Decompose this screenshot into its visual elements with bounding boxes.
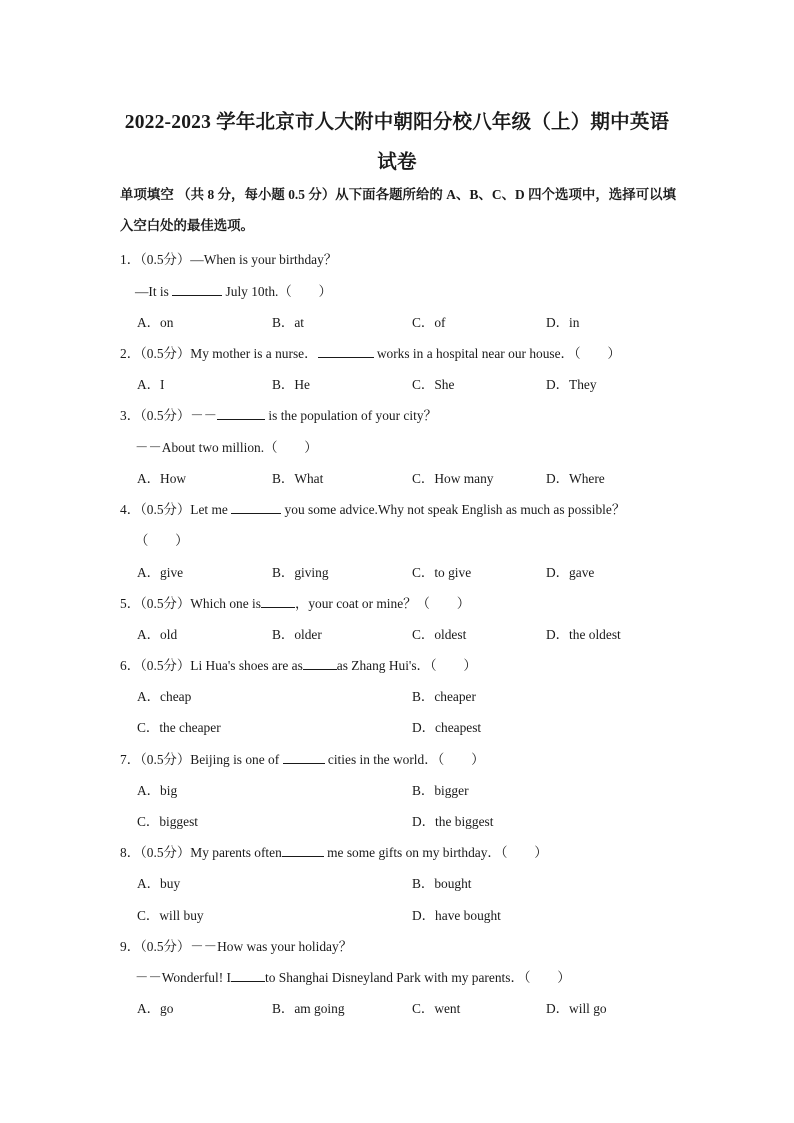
option-d: D．gave <box>546 565 595 580</box>
question-6: 6．（0.5分）Li Hua's shoes are as as Zhang Hui's．（ ） <box>120 658 477 673</box>
question-1: 1．（0.5分）—When is your birthday？ <box>120 252 338 267</box>
option-a: A．buy <box>137 876 181 891</box>
option-b: B．giving <box>272 565 329 580</box>
option-c: C．the cheaper <box>137 720 221 735</box>
option-d: D．will go <box>546 1001 607 1016</box>
question-3-answer-line: －－About two million.（ ） <box>135 440 318 455</box>
question-5: 5．（0.5分）Which one is ，your coat or mine？（ ） <box>120 596 471 611</box>
option-a: A．go <box>137 1001 174 1016</box>
option-b: B．He <box>272 377 310 392</box>
option-c: C．How many <box>412 471 494 486</box>
question-9: 9．（0.5分）－－How was your holiday？ <box>120 939 353 954</box>
option-d: D．They <box>546 377 597 392</box>
option-b: B．at <box>272 315 304 330</box>
option-b: B．older <box>272 627 322 642</box>
question-8: 8．（0.5分）My parents often me some gifts on my birthday．（ ） <box>120 845 548 860</box>
option-d: D．cheapest <box>412 720 482 735</box>
option-a: A．old <box>137 627 178 642</box>
answer-blank <box>172 284 222 296</box>
option-d: D．the biggest <box>412 814 494 829</box>
option-c: C．went <box>412 1001 461 1016</box>
option-d: D．in <box>546 315 580 330</box>
question-2: 2．（0.5分）My mother is a nurse． works in a hospital near our house．（ ） <box>120 346 621 361</box>
answer-blank <box>283 752 325 764</box>
option-c: C．She <box>412 377 455 392</box>
answer-blank <box>282 845 324 857</box>
question-4-paren: （ ） <box>135 533 189 548</box>
option-c: C．biggest <box>137 814 199 829</box>
question-1-answer-line: —It is July 10th.（ ） <box>135 284 332 299</box>
question-9-answer-line: －－Wonderful! I to Shanghai Disneyland Park with my parents．（ ） <box>135 970 571 985</box>
answer-blank <box>318 346 374 358</box>
exam-title: 2022-2023 学年北京市人大附中朝阳分校八年级（上）期中英语 <box>124 112 670 133</box>
option-c: C．will buy <box>137 908 204 923</box>
option-d: D．Where <box>546 471 605 486</box>
answer-blank <box>217 408 265 420</box>
answer-blank <box>231 502 281 514</box>
option-d: D．have bought <box>412 908 501 923</box>
answer-blank <box>303 658 337 670</box>
option-a: A．big <box>137 783 178 798</box>
option-a: A．I <box>137 377 165 392</box>
answer-blank <box>231 970 265 982</box>
answer-blank <box>261 596 295 608</box>
question-3: 3．（0.5分）－－ is the population of your city？ <box>120 408 437 423</box>
section-instructions: 单项填空 （共 8 分，每小题 0.5 分）从下面各题所给的 A、B、C、D 四个选项中，选择可以填入空白处的最佳选项。 <box>120 187 676 233</box>
option-b: B．bought <box>412 876 472 891</box>
option-a: A．cheap <box>137 689 192 704</box>
exam-title-cont: 试卷 <box>377 152 417 173</box>
option-a: A．on <box>137 315 174 330</box>
question-4: 4．（0.5分）Let me you some advice.Why not speak English as much as possible？ <box>120 502 626 517</box>
option-a: A．How <box>137 471 187 486</box>
option-c: C．of <box>412 315 446 330</box>
option-b: B．am going <box>272 1001 345 1016</box>
option-b: B．bigger <box>412 783 469 798</box>
option-b: B．cheaper <box>412 689 476 704</box>
option-a: A．give <box>137 565 184 580</box>
question-7: 7．（0.5分）Beijing is one of cities in the world．（ ） <box>120 752 485 767</box>
option-c: C．oldest <box>412 627 467 642</box>
option-b: B．What <box>272 471 324 486</box>
option-c: C．to give <box>412 565 472 580</box>
option-d: D．the oldest <box>546 627 621 642</box>
